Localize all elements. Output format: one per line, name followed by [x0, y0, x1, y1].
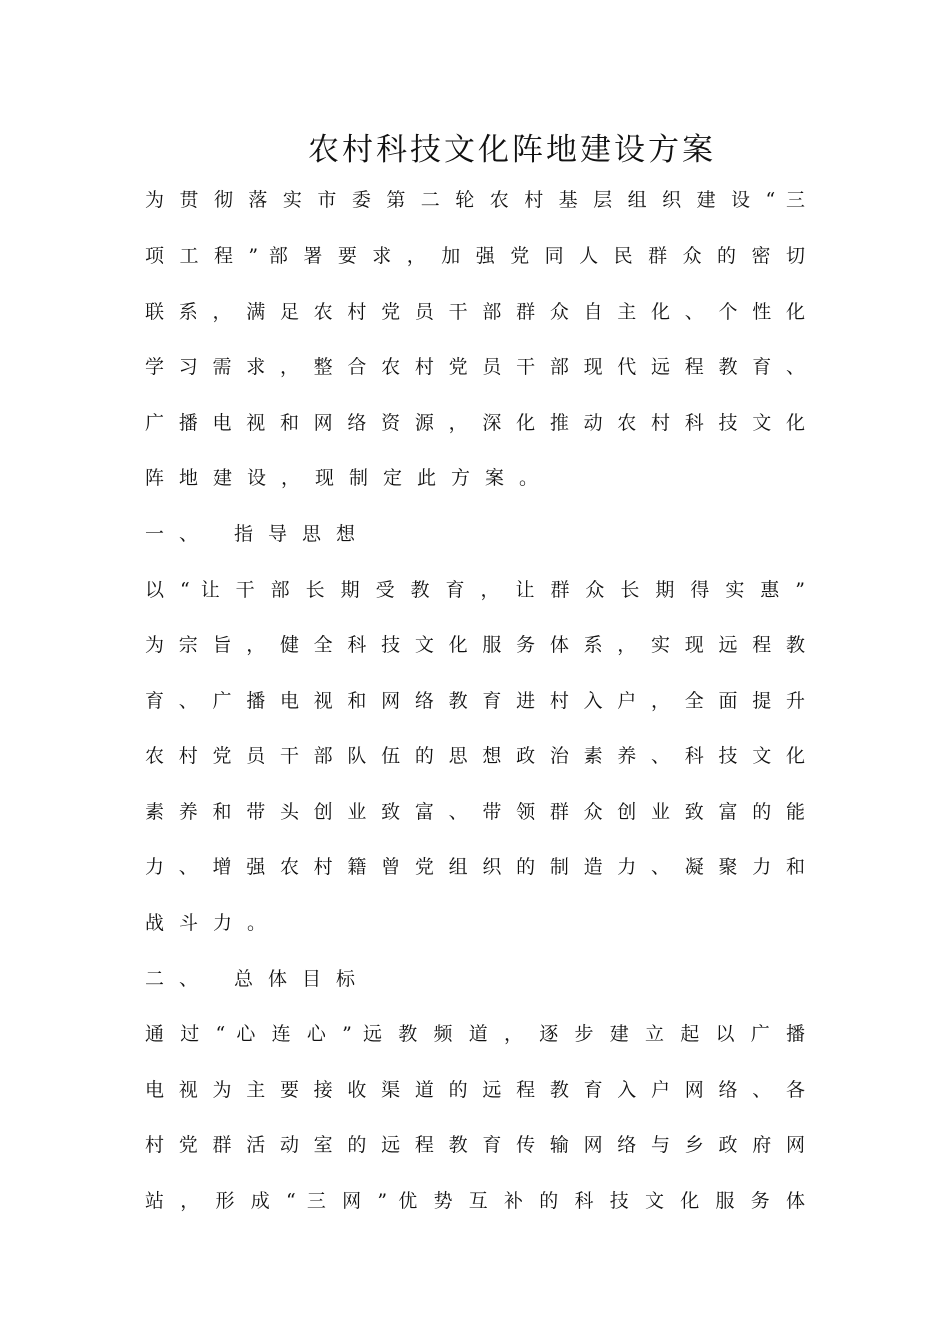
paragraph-line: 学 习 需 求 ， 整 合 农 村 党 员 干 部 现 代 远 程 教 育 、 [145, 356, 805, 378]
paragraph-line: 战斗力。 [145, 912, 282, 934]
document-title: 农村科技文化阵地建设方案 [308, 132, 716, 168]
paragraph-line: 为 贯 彻 落 实 市 委 第 二 轮 农 村 基 层 组 织 建 设 “ 三 [145, 189, 805, 211]
paragraph-line: 力 、 增 强 农 村 籍 曾 党 组 织 的 制 造 力 、 凝 聚 力 和 [145, 856, 805, 878]
paragraph-line: 电 视 为 主 要 接 收 渠 道 的 远 程 教 育 入 户 网 络 、 各 [145, 1079, 805, 1101]
paragraph-line: 育 、 广 播 电 视 和 网 络 教 育 进 村 入 户 ， 全 面 提 升 [145, 690, 805, 712]
paragraph-line: 阵地建设，现制定此方案。 [145, 467, 554, 489]
paragraph-line: 农 村 党 员 干 部 队 伍 的 思 想 政 治 素 养 、 科 技 文 化 [145, 745, 805, 767]
paragraph-line: 联 系 ， 满 足 农 村 党 员 干 部 群 众 自 主 化 、 个 性 化 [145, 301, 805, 323]
paragraph-line: 为 宗 旨 ， 健 全 科 技 文 化 服 务 体 系 ， 实 现 远 程 教 [145, 634, 805, 656]
paragraph-line: 以 “ 让 干 部 长 期 受 教 育 ， 让 群 众 长 期 得 实 惠 ” [145, 579, 805, 601]
paragraph-line: 素 养 和 带 头 创 业 致 富 、 带 领 群 众 创 业 致 富 的 能 [145, 801, 805, 823]
paragraph-line: 村 党 群 活 动 室 的 远 程 教 育 传 输 网 络 与 乡 政 府 网 [145, 1134, 805, 1156]
section-heading: 一、 指导思想 [145, 523, 371, 545]
paragraph-line: 项 工 程 ” 部 署 要 求 ， 加 强 党 同 人 民 群 众 的 密 切 [145, 245, 805, 267]
paragraph-line: 站 ， 形 成 “ 三 网 ” 优 势 互 补 的 科 技 文 化 服 务 体 [145, 1190, 805, 1212]
paragraph-line: 通 过 “ 心 连 心 ” 远 教 频 道 ， 逐 步 建 立 起 以 广 播 [145, 1023, 805, 1045]
section-heading: 二、 总体目标 [145, 968, 371, 990]
paragraph-line: 广 播 电 视 和 网 络 资 源 ， 深 化 推 动 农 村 科 技 文 化 [145, 412, 805, 434]
